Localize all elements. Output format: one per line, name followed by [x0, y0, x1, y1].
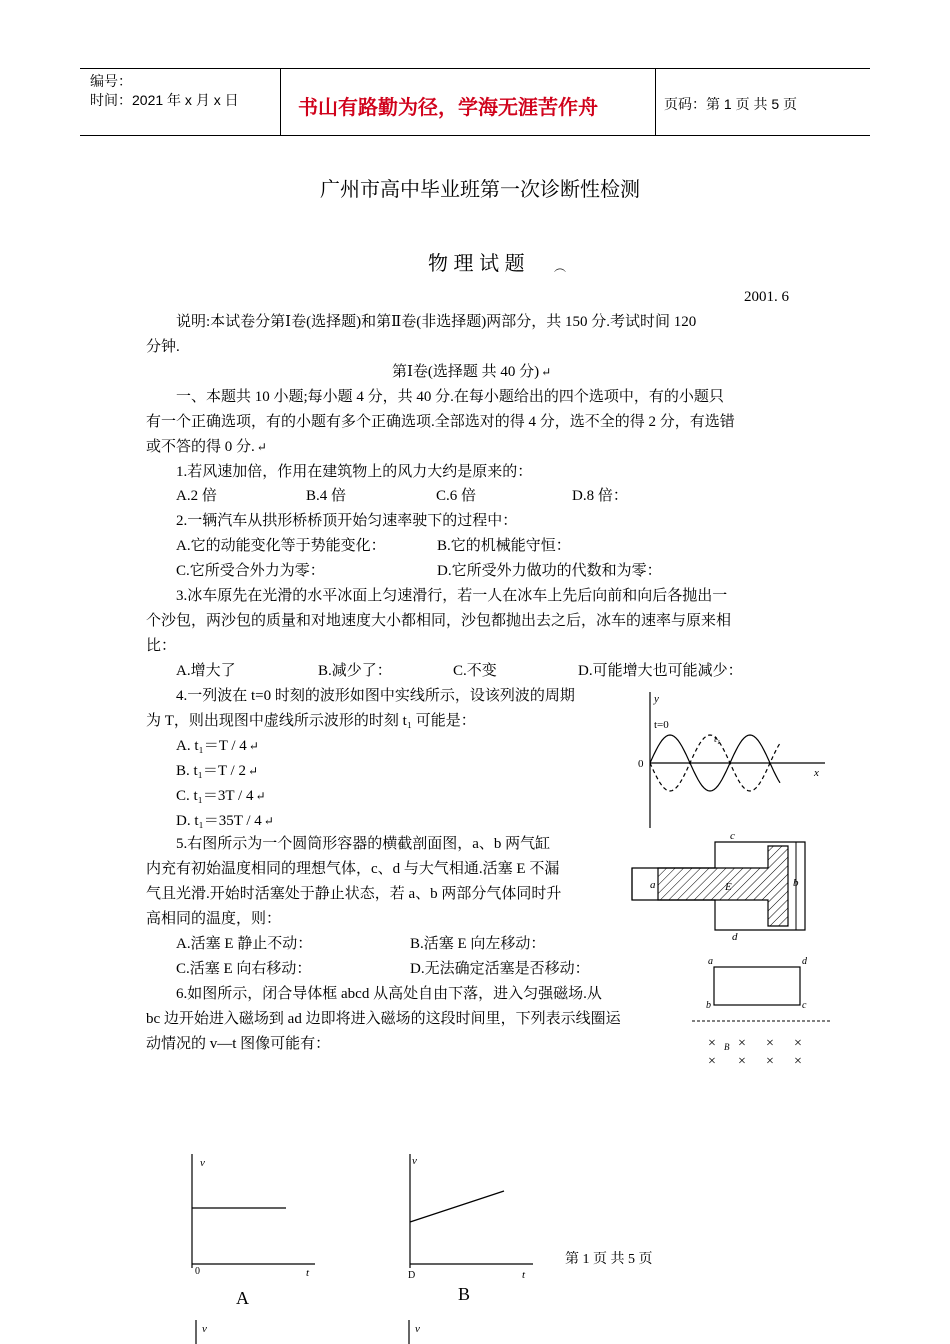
q4-option-d [176, 809, 274, 834]
q3-line-1: 3.冰车原先在光滑的水平冰面上匀速滑行，若一人在冰车上先后向前和向后各抛出一 [176, 588, 728, 604]
frame-a-label: a [708, 956, 713, 967]
q2-option-d: D.它所受外力做功的代数和为零： [437, 563, 662, 579]
q5-option-a: A.活塞 E 静止不动： [176, 936, 313, 952]
q2-option-b: B.它的机械能守恒： [437, 538, 571, 554]
header-bottom-rule [80, 135, 870, 136]
q1-option-c: C.6 倍 [436, 488, 477, 504]
subtitle-mark: ︵ [554, 260, 567, 274]
q4-option-b [176, 759, 258, 784]
cylinder-e-label: E [725, 881, 732, 893]
q5-option-d: D.无法确定活塞是否移动： [410, 961, 590, 977]
paragraph-mark: ↵ [541, 365, 552, 380]
q4-wave-figure [630, 688, 830, 833]
svg-text:×: × [738, 1054, 746, 1069]
footer-page-number: 第 1 页 共 5 页 [565, 1252, 653, 1267]
conductor-frame [714, 967, 800, 1005]
wave-x-label: x [814, 767, 819, 779]
intro-line-3-text: 或不答的得 0 分. [146, 439, 255, 455]
graph-c-v-label: v [202, 1323, 207, 1335]
section-title-text: 第Ⅰ卷(选择题 共 40 分) [392, 364, 540, 380]
q4-option-b-text: B. t₁＝T / 2 [176, 763, 246, 779]
svg-text:×: × [708, 1054, 716, 1069]
field-b-label: B [724, 1042, 730, 1052]
q3-option-d: D.可能增大也可能减少： [578, 663, 743, 679]
graph-b-v-label: v [412, 1155, 417, 1167]
frame-b-label: b [706, 1000, 711, 1011]
q6-line-3: 动情况的 v—t 图像可能有： [146, 1036, 331, 1052]
q4-option-c-text: C. t₁＝3T / 4 [176, 788, 254, 804]
vt-graph-c-partial [190, 1318, 230, 1344]
q4-line-2: 为 T，则出现图中虚线所示波形的时刻 t₁ 可能是： [146, 713, 476, 729]
q1-option-b: B.4 倍 [306, 488, 347, 504]
header-time-label: 时间：2021 年 x 月 x 日 [90, 92, 239, 108]
graph-b-origin: D [408, 1270, 416, 1281]
exam-date: 2001. 6 [744, 289, 789, 305]
cylinder-b-label: b [793, 877, 799, 889]
wave-origin-label: 0 [638, 758, 644, 770]
q3-option-c: C.不变 [453, 663, 497, 679]
note-line-1: 说明:本试卷分第Ⅰ卷(选择题)和第Ⅱ卷(非选择题)两部分，共 150 分.考试时间 120 [176, 314, 697, 330]
q1-option-d: D.8 倍： [572, 488, 628, 504]
header-page-label: 页码：第 1 页 共 5 页 [664, 96, 798, 112]
graph-d-v-label: v [415, 1323, 420, 1335]
cylinder-a-label: a [650, 879, 656, 891]
graph-a-origin: 0 [195, 1266, 200, 1277]
frame-c-label: c [802, 1000, 807, 1011]
svg-text:×: × [766, 1054, 774, 1069]
wave-t0-label: t=0 [654, 719, 669, 731]
frame-d-label: d [802, 956, 807, 967]
q5-option-b: B.活塞 E 向左移动： [410, 936, 546, 952]
graph-a-caption: A [236, 1288, 249, 1308]
q6-line-2: bc 边开始进入磁场到 ad 边即将进入磁场的这段时间里，下列表示线圈运 [146, 1011, 621, 1027]
piston-e [658, 846, 788, 926]
q4-line-1: 4.一列波在 t=0 时刻的波形如图中实线所示，设该列波的周期 [176, 688, 575, 704]
q5-line-1: 5.右图所示为一个圆筒形容器的横截剖面图，a、b 两气缸 [176, 836, 551, 852]
section-title [392, 360, 551, 385]
paragraph-mark: ↵ [255, 789, 266, 804]
q5-line-2: 内充有初始温度相同的理想气体，c、d 与大气相通.活塞 E 不漏 [146, 861, 560, 877]
paragraph-mark: ↵ [247, 764, 259, 779]
vt-graph-d-partial [403, 1318, 443, 1344]
graph-a-v-label: v [200, 1157, 205, 1169]
q1-option-a: A.2 倍 [176, 488, 217, 504]
vt-graph-a [180, 1150, 320, 1310]
cylinder-c-label: c [730, 830, 735, 842]
graph-b-curve [410, 1191, 504, 1222]
field-crosses [708, 1036, 802, 1069]
q5-option-c: C.活塞 E 向右移动： [176, 961, 312, 977]
header-divider-1 [280, 68, 281, 135]
exam-subtitle: 物 理 试 题 [428, 253, 525, 275]
q1-stem: 1.若风速加倍，作用在建筑物上的风力大约是原来的： [176, 464, 533, 480]
q4-option-a [176, 734, 259, 759]
q4-option-c [176, 784, 266, 809]
q2-option-a: A.它的动能变化等于势能变化： [176, 538, 386, 554]
header-divider-2 [655, 68, 656, 135]
q5-line-3: 气且光滑.开始时活塞处于静止状态，若 a、b 两部分气体同时升 [146, 886, 562, 902]
wave-y-label: y [654, 693, 659, 705]
q2-option-c: C.它所受合外力为零： [176, 563, 325, 579]
svg-text:×: × [766, 1036, 774, 1051]
graph-a-t-label: t [306, 1267, 310, 1279]
paragraph-mark: ↵ [248, 739, 259, 754]
paragraph-mark: ↵ [256, 440, 267, 455]
q5-line-4: 高相同的温度，则： [146, 911, 282, 927]
intro-line-3 [146, 435, 267, 460]
q3-option-b: B.减少了： [318, 663, 392, 679]
exam-title: 广州市高中毕业班第一次诊断性检测 [320, 179, 640, 201]
q6-line-1: 6.如图所示，闭合导体框 abcd 从高处自由下落，进入匀强磁场.从 [176, 986, 602, 1002]
paragraph-mark: ↵ [263, 814, 274, 829]
q3-line-2: 个沙包，两沙包的质量和对地速度大小都相同，沙包都抛出去之后，冰车的速率与原来相 [146, 613, 732, 629]
svg-text:×: × [738, 1036, 746, 1051]
note-line-2: 分钟. [146, 339, 180, 355]
q5-cylinder-figure [630, 828, 820, 943]
header-top-rule [80, 68, 870, 69]
q4-option-a-text: A. t₁＝T / 4 [176, 738, 247, 754]
graph-b-t-label: t [522, 1269, 526, 1281]
svg-text:×: × [794, 1054, 802, 1069]
cylinder-d-label: d [732, 931, 738, 943]
wave-t1-label: t₁ [714, 734, 721, 745]
q3-line-3: 比： [146, 638, 177, 654]
svg-text:×: × [708, 1036, 716, 1051]
q4-option-d-text: D. t₁＝35T / 4 [176, 813, 262, 829]
vt-graph-b [398, 1150, 538, 1310]
graph-b-caption: B [458, 1284, 471, 1304]
header-code-label: 编号： [90, 73, 132, 89]
q3-option-a: A.增大了 [176, 663, 236, 679]
svg-text:×: × [794, 1036, 802, 1051]
q2-stem: 2.一辆汽车从拱形桥桥顶开始匀速率驶下的过程中： [176, 513, 518, 529]
intro-line-1: 一、本题共 10 小题;每小题 4 分，共 40 分.在每小题给出的四个选项中，有的小题只 [176, 389, 724, 405]
q6-field-figure [688, 950, 833, 1070]
header-motto: 书山有路勤为径，学海无涯苦作舟 [298, 97, 598, 119]
intro-line-2: 有一个正确选项，有的小题有多个正确选项.全部选对的得 4 分，选不全的得 2 分，有选错 [146, 414, 735, 430]
